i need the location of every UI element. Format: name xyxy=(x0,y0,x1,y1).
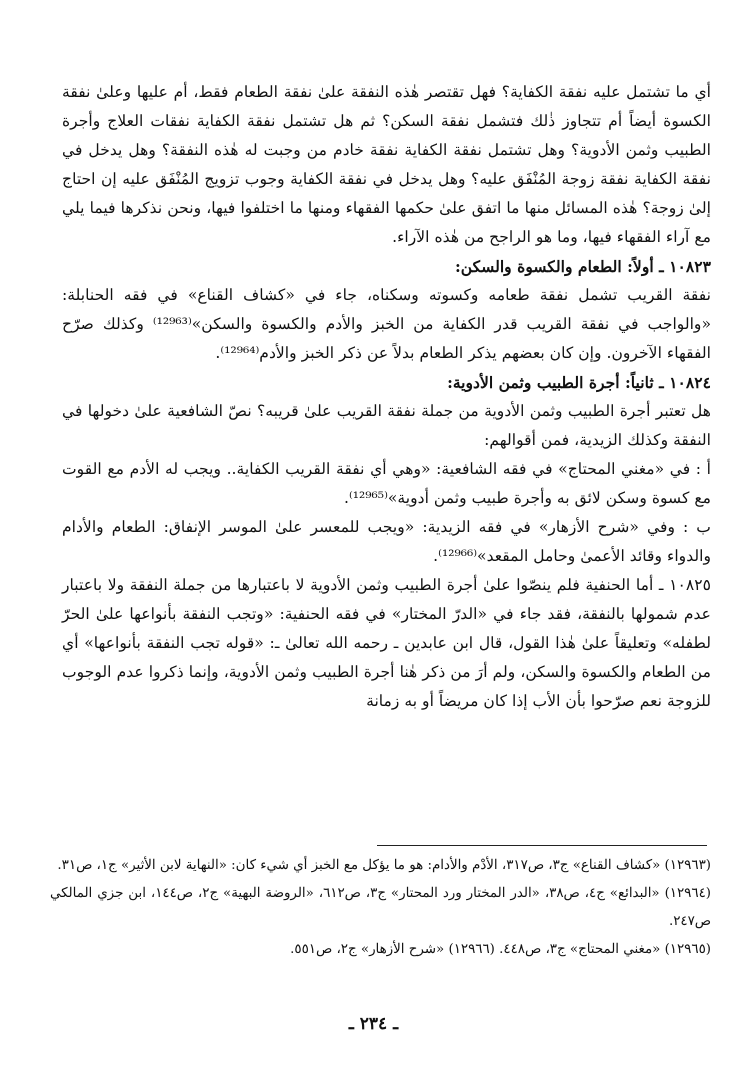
main-text xyxy=(62,78,711,716)
footnote-12964: (١٢٩٦٤) «البدائع» ج٤، ص٣٨، «الدر المختار ورد المحتار» ج٣، ص٦١٢، «الروضة البهية» ج٢، ص١٤٤، ابن جزي المالكي ص٢٤٧. xyxy=(50,886,711,929)
paragraph-hanafi-view: ١٠٨٢٥ ـ أما الحنفية فلم ينصّوا علىٰ أجرة الطبيب وثمن الأدوية لا باعتبارها من جملة النفقة ولا باعتبار عدم شمولها بالنفقة، فقد جاء في «الدرّ المختار» في فقه الحنفية: «وتجب النفقة بأنواعها علىٰ الحرّ لطفله» وتعليقاً علىٰ هٰذا القول، قال ابن عابدين ـ رحمه الله تعالىٰ ـ: «قوله تجب النفقة بأنواعها» أي من الطعام والكسوة والسكن، ولم أرَ من ذكر هٰنا أجرة الطبيب وثمن الأدوية، وإنما ذكروا عدم الوجوب للزوجة نعم صرّحوا بأن الأب إذا كان مريضاً أو به زمانة xyxy=(62,576,711,710)
paragraph-shafii-quote: أ : في «مغني المحتاج» في فقه الشافعية: «وهي أي نفقة القريب الكفاية.. ويجب له الأدم مع القوت مع كسوة وسكن لائق به وأجرة طبيب وثمن أدوية»⁽¹²⁹⁶⁵⁾. xyxy=(62,460,711,507)
section-heading-food-clothing-housing: ١٠٨٢٣ ـ أولاً: الطعام والكسوة والسكن: xyxy=(454,257,711,276)
footnote-12965-12966: (١٢٩٦٥) «مغني المحتاج» ج٣، ص٤٤٨. (١٢٩٦٦) «شرح الأزهار» ج٢، ص٥٥١. xyxy=(290,942,711,957)
paragraph-zaydi-quote: ب : وفي «شرح الأزهار» في فقه الزيدية: «ويجب للمعسر علىٰ الموسر الإنفاق: الطعام والأدام والدواء وقائد الأعمىٰ وحامل المقعد»⁽¹²⁹⁶⁶⁾. xyxy=(62,518,711,565)
paragraph-medical-question: هل تعتبر أجرة الطبيب وثمن الأدوية من جملة نفقة القريب علىٰ قريبه؟ نصّ الشافعية علىٰ دخولها في النفقة وكذلك الزيدية، فمن أقوالهم: xyxy=(62,402,711,449)
page-number: ـ ٢٣٤ ـ xyxy=(348,1014,399,1034)
footnotes xyxy=(50,852,711,964)
footnote-separator xyxy=(377,845,707,846)
intro-paragraph: أي ما تشتمل عليه نفقة الكفاية؟ فهل تقتصر هٰذه النفقة علىٰ نفقة الطعام فقط، أم عليها وعلىٰ نفقة الكسوة أيضاً أم تتجاوز ذٰلك فتشمل نفقة السكن؟ ثم هل تشتمل نفقة الكفاية نفقات العلاج وأجرة الطبيب وثمن الأدوية؟ وهل تشتمل نفقة الكفاية نفقة خادم من وجبت له هٰذه النفقة؟ وهل يدخل في نفقة الكفاية نفقة زوجة المُنْفَق عليه؟ وهل يدخل في نفقة الكفاية وجوب تزويج المُنْفَق عليه إن احتاج إلىٰ زوجة؟ هٰذه المسائل منها ما اتفق علىٰ حكمها الفقهاء ومنها ما اختلفوا فيها، ونحن نذكرها فيما يلي مع آراء الفقهاء فيها، وما هو الراجح من هٰذه الآراء. xyxy=(62,83,711,246)
paragraph-food-clothing-housing: نفقة القريب تشمل نفقة طعامه وكسوته وسكناه، جاء في «كشاف القناع» في فقه الحنابلة: «والواجب في نفقة القريب قدر الكفاية من الخبز والأدم والكسوة والسكن»⁽¹²⁹⁶³⁾ وكذلك صرّح الفقهاء الآخرون. وإن كان بعضهم يذكر الطعام بدلاً عن ذكر الخبز والأدم⁽¹²⁹⁶⁴⁾. xyxy=(62,286,712,362)
section-heading-medical-costs: ١٠٨٢٤ ـ ثانياً: أجرة الطبيب وثمن الأدوية: xyxy=(447,373,711,392)
footnote-12963: (١٢٩٦٣) «كشاف القناع» ج٣، ص٣١٧، الأدْم والأدام: هو ما يؤكل مع الخبز أي شيء كان: «النهاية لابن الأثير» ج١، ص٣١. xyxy=(57,858,711,873)
